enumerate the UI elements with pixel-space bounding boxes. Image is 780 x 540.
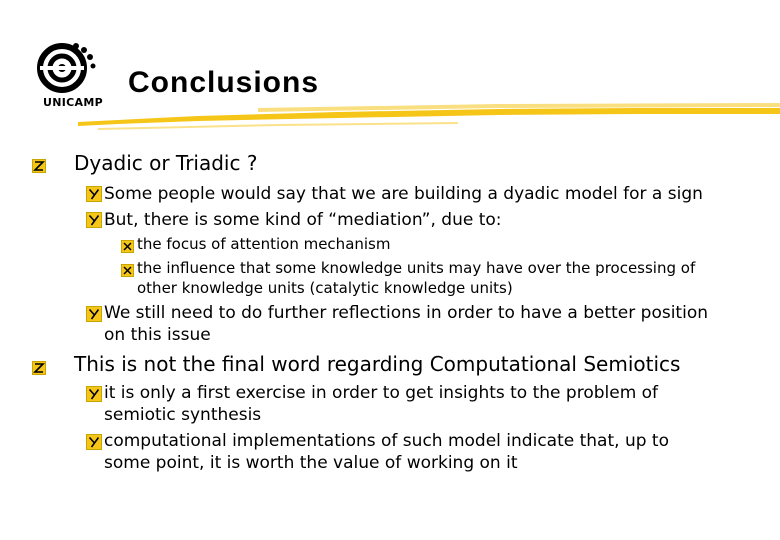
- sub-bullet-first-exercise: it is only a first exercise in order to get insights to the problem of: [104, 383, 659, 403]
- logo-text: UNICAMP: [43, 96, 103, 109]
- slide-title: Conclusions: [128, 66, 320, 99]
- sub-bullet-mediation: But, there is some kind of “mediation”, due to:: [104, 210, 502, 230]
- sub-bullet-implementations: computational implementations of such model indicate that, up to: [104, 431, 669, 451]
- sub-bullet-reflections: We still need to do further reflections in order to have a better position: [104, 303, 708, 323]
- level2-bullet-icon: [86, 186, 102, 202]
- sub-bullet-reflections-cont: on this issue: [104, 325, 211, 345]
- sub-sub-bullet-influence-cont: other knowledge units (catalytic knowledge units): [137, 279, 513, 297]
- level2-bullet-icon: [86, 212, 102, 228]
- sub-sub-bullet-influence: the influence that some knowledge units may have over the processing of: [137, 259, 696, 277]
- sub-bullet-implementations-cont: some point, it is worth the value of working on it: [104, 453, 518, 473]
- level1-bullet-icon: [32, 360, 46, 374]
- level2-bullet-icon: [86, 434, 102, 450]
- sub-bullet-dyadic-model: Some people would say that we are building a dyadic model for a sign: [104, 184, 703, 204]
- bullet-final-word: This is not the final word regarding Computational Semiotics: [74, 352, 681, 376]
- sub-sub-bullet-attention: the focus of attention mechanism: [137, 235, 391, 253]
- bullet-dyadic: Dyadic or Triadic ?: [74, 151, 258, 175]
- level3-bullet-icon: [121, 262, 134, 275]
- level1-bullet-icon: [32, 158, 46, 172]
- level3-bullet-icon: [121, 238, 134, 251]
- sub-bullet-first-exercise-cont: semiotic synthesis: [104, 405, 262, 425]
- level2-bullet-icon: [86, 386, 102, 402]
- level2-bullet-icon: [86, 306, 102, 322]
